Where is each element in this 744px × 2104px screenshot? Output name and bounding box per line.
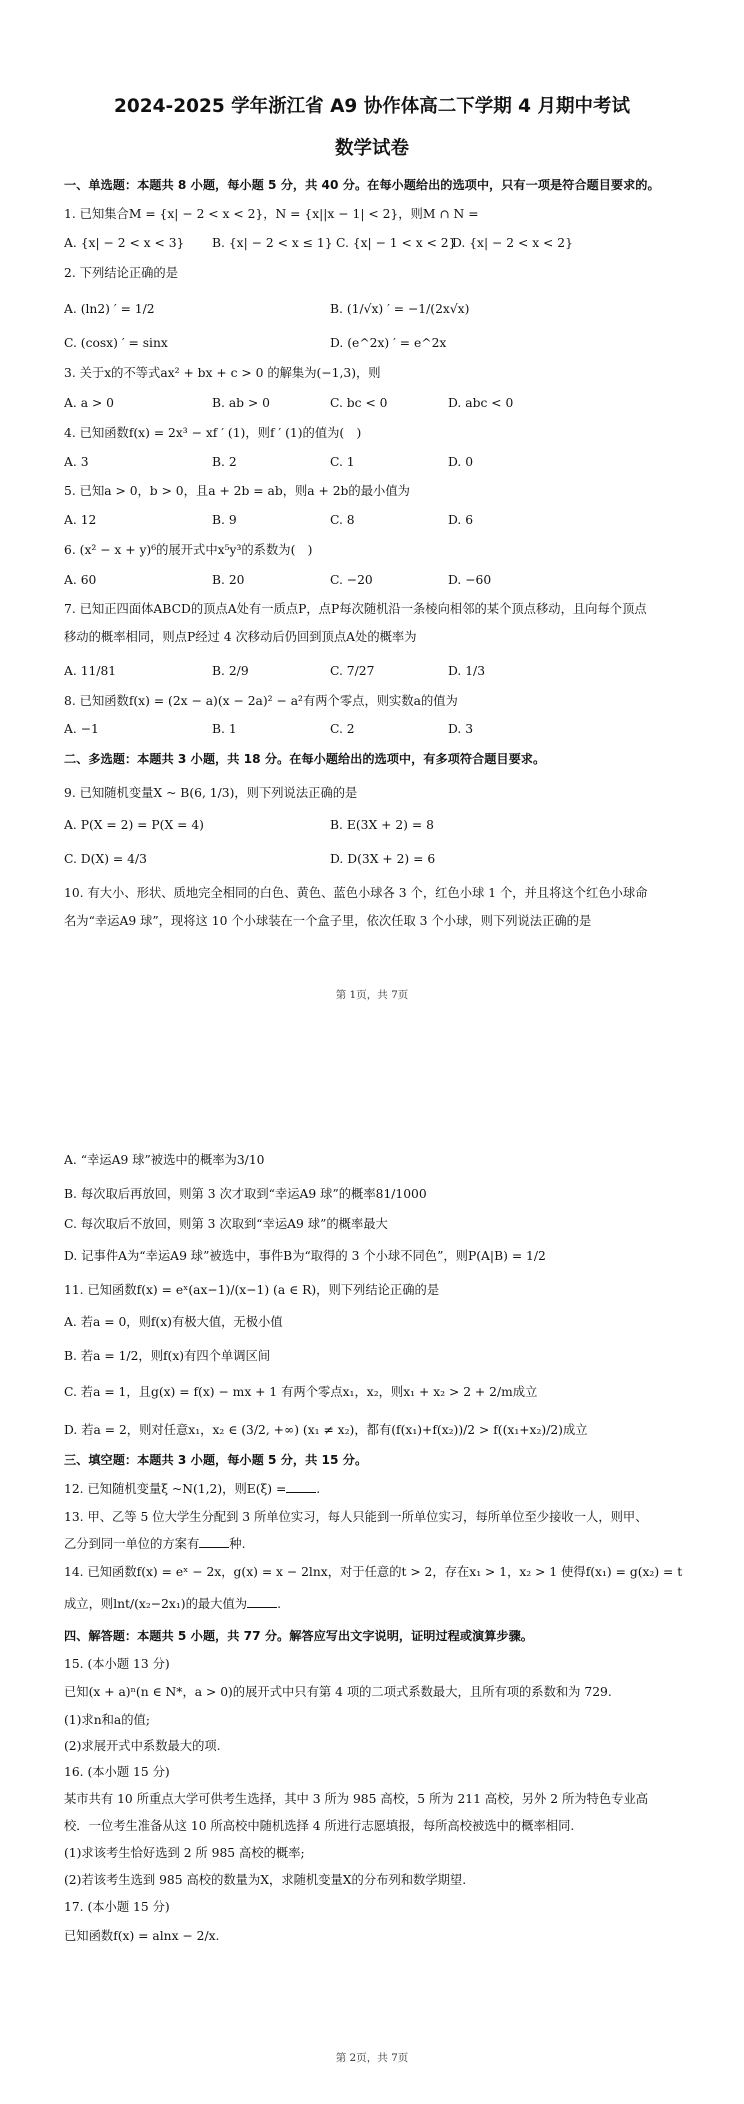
q8-options bbox=[64, 722, 704, 742]
q15-stem: 已知(x + a)ⁿ(n ∈ N*，a > 0)的展开式中只有第 4 项的二项式系数最大，且所有项的系数和为 729. bbox=[64, 1685, 612, 1699]
q10-stem-line-2: 名为“幸运A9 球”，现将这 10 个小球装在一个盒子里，依次任取 3 个小球，则下列说法正确的是 bbox=[64, 914, 592, 928]
exam-title: 2024-2025 学年浙江省 A9 协作体高二下学期 4 月期中考试 bbox=[114, 96, 630, 117]
q13-answer-blank[interactable] bbox=[199, 1535, 229, 1548]
q6-option-c: C. −20 bbox=[330, 573, 373, 587]
q13-stem-line-1: 13. 甲、乙等 5 位大学生分配到 3 所单位实习，每人只能到一所单位实习，每所单位至少接收一人，则甲、 bbox=[64, 1510, 648, 1524]
q15-part-2: (2)求展开式中系数最大的项. bbox=[64, 1739, 221, 1753]
q10-option-b: B. 每次取后再放回，则第 3 次才取到“幸运A9 球”的概率81/1000 bbox=[64, 1187, 427, 1201]
q14-line-2 bbox=[64, 1595, 708, 1613]
q6-options bbox=[64, 573, 704, 593]
q10-stem-line-1: 10. 有大小、形状、质地完全相同的白色、黄色、蓝色小球各 3 个，红色小球 1 个，并且将这个红色小球命 bbox=[64, 886, 648, 900]
page-2-footer: 第 2页，共 7页 bbox=[335, 2052, 409, 2064]
q8-option-a: A. −1 bbox=[64, 722, 99, 736]
q14-stem-line-1: 14. 已知函数f(x) = eˣ − 2x，g(x) = x − 2lnx，对于任意的t > 2，存在x₁ > 1，x₂ > 1 使得f(x₁) = g(x₂) = t bbox=[64, 1565, 683, 1579]
q12-stem: 12. 已知随机变量ξ ~N(1,2)，则E(ξ) = bbox=[64, 1482, 287, 1496]
q12-line bbox=[64, 1480, 708, 1498]
q2-options-ab bbox=[64, 302, 704, 322]
q1-stem: 1. 已知集合M = {x| − 2 < x < 2}，N = {x||x − 1| < 2}，则M ∩ N = bbox=[64, 207, 479, 221]
q1-option-d: D. {x| − 2 < x < 2} bbox=[452, 236, 573, 250]
q11-option-b: B. 若a = 1/2，则f(x)有四个单调区间 bbox=[64, 1349, 271, 1363]
q13-stem-line-2: 乙分到同一单位的方案有 bbox=[64, 1537, 200, 1551]
q4-stem: 4. 已知函数f(x) = 2x³ − xf ′ (1)，则f ′ (1)的值为( ) bbox=[64, 426, 362, 440]
q16-stem-line-1: 某市共有 10 所重点大学可供考生选择，其中 3 所为 985 高校，5 所为 211 高校，另外 2 所为特色专业高 bbox=[64, 1792, 649, 1806]
q11-option-c: C. 若a = 1，且g(x) = f(x) − mx + 1 有两个零点x₁，x₂，则x₁ + x₂ > 2 + 2/m成立 bbox=[64, 1385, 538, 1399]
q9-option-c: C. D(X) = 4/3 bbox=[64, 852, 147, 866]
q14-tail: . bbox=[277, 1597, 281, 1611]
q3-option-a: A. a > 0 bbox=[64, 396, 114, 410]
q9-options-cd bbox=[64, 852, 704, 872]
q17-heading: 17. (本小题 15 分) bbox=[64, 1900, 170, 1914]
q1-option-b: B. {x| − 2 < x ≤ 1} bbox=[212, 236, 333, 250]
q10-option-d: D. 记事件A为“幸运A9 球”被选中，事件B为“取得的 3 个小球不同色”，则P(A|B) = 1/2 bbox=[64, 1249, 546, 1263]
section-2-heading: 二、多选题：本题共 3 小题，共 18 分。在每小题给出的选项中，有多项符合题目要求。 bbox=[64, 752, 546, 766]
page-1 bbox=[0, 0, 744, 1035]
q11-stem: 11. 已知函数f(x) = eˣ(ax−1)/(x−1) (a ∈ R)，则下列结论正确的是 bbox=[64, 1283, 440, 1297]
q13-line-2 bbox=[64, 1535, 708, 1553]
q6-stem: 6. (x² − x + y)⁶的展开式中x⁵y³的系数为( ) bbox=[64, 543, 313, 557]
q14-answer-blank[interactable] bbox=[247, 1595, 277, 1608]
q11-option-a: A. 若a = 0，则f(x)有极大值，无极小值 bbox=[64, 1315, 283, 1329]
q7-options bbox=[64, 664, 704, 684]
q3-stem: 3. 关于x的不等式ax² + bx + c > 0 的解集为(−1,3)，则 bbox=[64, 366, 381, 380]
section-3-heading: 三、填空题：本题共 3 小题，每小题 5 分，共 15 分。 bbox=[64, 1453, 368, 1467]
q12-tail: . bbox=[316, 1482, 321, 1496]
q8-stem: 8. 已知函数f(x) = (2x − a)(x − 2a)² − a²有两个零点，则实数a的值为 bbox=[64, 694, 458, 708]
q4-options bbox=[64, 455, 704, 475]
q16-part-2: (2)若该考生选到 985 高校的数量为X，求随机变量X的分布列和数学期望. bbox=[64, 1873, 467, 1887]
q16-part-1: (1)求该考生恰好选到 2 所 985 高校的概率; bbox=[64, 1846, 305, 1860]
q7-stem-line-1: 7. 已知正四面体ABCD的顶点A处有一质点P，点P每次随机沿一条棱向相邻的某个顶点移动，且向每个顶点 bbox=[64, 602, 647, 616]
q5-option-d: D. 6 bbox=[448, 513, 474, 527]
q2-options-cd bbox=[64, 336, 704, 356]
page-1-footer: 第 1页，共 7页 bbox=[335, 989, 409, 1001]
q8-option-d: D. 3 bbox=[448, 722, 474, 736]
section-4-heading: 四、解答题：本题共 5 小题，共 77 分。解答应写出文字说明，证明过程或演算步骤。 bbox=[64, 1629, 533, 1643]
q8-option-b: B. 1 bbox=[212, 722, 237, 736]
q2-stem: 2. 下列结论正确的是 bbox=[64, 266, 179, 280]
q15-part-1: (1)求n和a的值; bbox=[64, 1713, 151, 1727]
q8-option-c: C. 2 bbox=[330, 722, 355, 736]
page-gap bbox=[0, 1035, 744, 1095]
exam-subtitle: 数学试卷 bbox=[334, 138, 409, 159]
q9-options-ab bbox=[64, 818, 704, 838]
q5-stem: 5. 已知a > 0，b > 0，且a + 2b = ab，则a + 2b的最小值为 bbox=[64, 484, 410, 498]
q4-option-b: B. 2 bbox=[212, 455, 237, 469]
q10-option-a: A. “幸运A9 球”被选中的概率为3/10 bbox=[64, 1153, 265, 1167]
q5-option-a: A. 12 bbox=[64, 513, 97, 527]
q1-option-c: C. {x| − 1 < x < 2} bbox=[336, 236, 457, 250]
q6-option-b: B. 20 bbox=[212, 573, 245, 587]
q2-option-b: B. (1/√x) ′ = −1/(2x√x) bbox=[330, 302, 470, 316]
q16-heading: 16. (本小题 15 分) bbox=[64, 1765, 170, 1779]
q13-tail: 种. bbox=[229, 1537, 246, 1551]
q11-option-d: D. 若a = 2，则对任意x₁，x₂ ∈ (3/2, +∞) (x₁ ≠ x₂)，都有(f(x₁)+f(x₂))/2 > f((x₁+x₂)/2)成立 bbox=[64, 1423, 588, 1437]
q4-option-a: A. 3 bbox=[64, 455, 89, 469]
q2-option-c: C. (cosx) ′ = sinx bbox=[64, 336, 168, 350]
q6-option-a: A. 60 bbox=[64, 573, 97, 587]
q7-stem-line-2: 移动的概率相同，则点P经过 4 次移动后仍回到顶点A处的概率为 bbox=[64, 630, 417, 644]
q4-option-c: C. 1 bbox=[330, 455, 355, 469]
q7-option-a: A. 11/81 bbox=[64, 664, 117, 678]
q2-option-a: A. (ln2) ′ = 1/2 bbox=[64, 302, 155, 316]
q2-option-d: D. (e^2x) ′ = e^2x bbox=[330, 336, 447, 350]
q3-options bbox=[64, 396, 704, 416]
q3-option-d: D. abc < 0 bbox=[448, 396, 514, 410]
q1-option-a: A. {x| − 2 < x < 3} bbox=[64, 236, 185, 250]
q7-option-c: C. 7/27 bbox=[330, 664, 375, 678]
q12-answer-blank[interactable] bbox=[286, 1480, 316, 1493]
q6-option-d: D. −60 bbox=[448, 573, 492, 587]
q16-stem-line-2: 校．一位考生准备从这 10 所高校中随机选择 4 所进行志愿填报，每所高校被选中的概率相同. bbox=[64, 1819, 575, 1833]
page-2 bbox=[0, 1095, 744, 2104]
q17-stem: 已知函数f(x) = alnx − 2/x. bbox=[64, 1929, 220, 1943]
q5-option-b: B. 9 bbox=[212, 513, 237, 527]
q14-stem-line-2: 成立，则lnt/(x₂−2x₁)的最大值为 bbox=[64, 1597, 248, 1611]
q4-option-d: D. 0 bbox=[448, 455, 474, 469]
q7-option-d: D. 1/3 bbox=[448, 664, 486, 678]
q3-option-c: C. bc < 0 bbox=[330, 396, 388, 410]
q9-stem: 9. 已知随机变量X ~ B(6, 1/3)，则下列说法正确的是 bbox=[64, 786, 358, 800]
q9-option-b: B. E(3X + 2) = 8 bbox=[330, 818, 434, 832]
q10-option-c: C. 每次取后不放回，则第 3 次取到“幸运A9 球”的概率最大 bbox=[64, 1217, 388, 1231]
q7-option-b: B. 2/9 bbox=[212, 664, 249, 678]
q15-heading: 15. (本小题 13 分) bbox=[64, 1657, 170, 1671]
q3-option-b: B. ab > 0 bbox=[212, 396, 271, 410]
q9-option-d: D. D(3X + 2) = 6 bbox=[330, 852, 436, 866]
q1-options bbox=[64, 236, 704, 256]
section-1-heading: 一、单选题：本题共 8 小题，每小题 5 分，共 40 分。在每小题给出的选项中，只有一项是符合题目要求的。 bbox=[64, 178, 660, 192]
q9-option-a: A. P(X = 2) = P(X = 4) bbox=[64, 818, 204, 832]
q5-options bbox=[64, 513, 704, 533]
q5-option-c: C. 8 bbox=[330, 513, 355, 527]
